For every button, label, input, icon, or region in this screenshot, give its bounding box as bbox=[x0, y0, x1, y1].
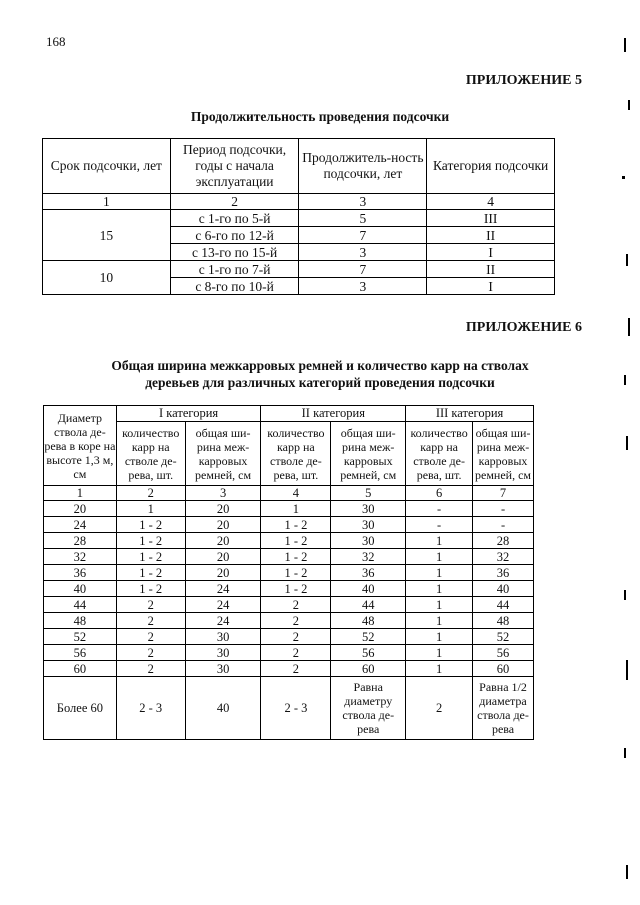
duration-table bbox=[42, 138, 555, 295]
table-cell: 1 bbox=[116, 501, 185, 517]
category-cell: III bbox=[427, 210, 555, 227]
table-cell: 1 bbox=[406, 597, 473, 613]
tapping-table-body bbox=[44, 501, 534, 677]
period-cell: с 13-го по 15-й bbox=[170, 244, 299, 261]
table-cell: 2 bbox=[116, 613, 185, 629]
period-cell: с 6-го по 12-й bbox=[170, 227, 299, 244]
table-cell: 2 - 3 bbox=[116, 677, 185, 740]
page-number: 168 bbox=[46, 34, 66, 49]
table-cell: 20 bbox=[185, 533, 261, 549]
table-cell: - bbox=[406, 501, 473, 517]
period-cell: с 1-го по 5-й bbox=[170, 210, 299, 227]
scan-mark bbox=[628, 318, 630, 336]
table-cell: 30 bbox=[185, 661, 261, 677]
subheader-width: общая ши-рина меж-карровых ремней, см bbox=[473, 422, 534, 486]
table-cell: - bbox=[406, 517, 473, 533]
table-cell: 1 - 2 bbox=[261, 581, 331, 597]
table-cell: 52 bbox=[331, 629, 406, 645]
table-row bbox=[44, 565, 534, 581]
appendix-6-label: ПРИЛОЖЕНИЕ 6 bbox=[465, 320, 582, 335]
table-cell: 48 bbox=[44, 613, 117, 629]
subheader-count: количество карр на стволе де-рева, шт. bbox=[261, 422, 331, 486]
table-cell: 1 - 2 bbox=[261, 549, 331, 565]
category-cell: II bbox=[427, 261, 555, 278]
column-numbers-row bbox=[43, 194, 555, 210]
table-cell: 30 bbox=[331, 501, 406, 517]
table-row bbox=[44, 613, 534, 629]
table-cell: 1 bbox=[406, 549, 473, 565]
column-number: 6 bbox=[406, 486, 473, 501]
table-cell: 1 bbox=[406, 629, 473, 645]
table-cell: 56 bbox=[44, 645, 117, 661]
table-cell: 32 bbox=[44, 549, 117, 565]
column-number: 4 bbox=[261, 486, 331, 501]
category-cell: I bbox=[427, 244, 555, 261]
period-cell: с 1-го по 7-й bbox=[170, 261, 299, 278]
column-number: 1 bbox=[43, 194, 171, 210]
appendix-6-title-line1: Общая ширина межкарровых ремней и количество карр на стволах bbox=[111, 358, 529, 373]
term-cell: 15 bbox=[43, 210, 171, 261]
table-row bbox=[43, 210, 555, 227]
table-row bbox=[44, 549, 534, 565]
table-cell: 2 bbox=[261, 661, 331, 677]
table-cell: 30 bbox=[331, 517, 406, 533]
table-cell: 2 bbox=[116, 597, 185, 613]
table-row bbox=[44, 517, 534, 533]
duration-cell: 7 bbox=[299, 227, 427, 244]
header-duration: Продолжитель-ность подсочки, лет bbox=[299, 139, 427, 194]
table-cell: 48 bbox=[473, 613, 534, 629]
table-cell: 2 bbox=[116, 645, 185, 661]
appendix-6-title-line2: деревьев для различных категорий проведения подсочки bbox=[145, 375, 495, 390]
appendix-5-title: Продолжительность проведения подсочки bbox=[190, 109, 450, 124]
duration-cell: 5 bbox=[299, 210, 427, 227]
header-category-1: I категория bbox=[116, 406, 261, 422]
table-cell: 56 bbox=[473, 645, 534, 661]
table-cell: 20 bbox=[185, 565, 261, 581]
table-cell: 30 bbox=[185, 629, 261, 645]
table-cell: 60 bbox=[44, 661, 117, 677]
table-cell: 40 bbox=[185, 677, 261, 740]
table-cell: 48 bbox=[331, 613, 406, 629]
table-cell: 2 bbox=[261, 597, 331, 613]
table-row bbox=[44, 677, 534, 740]
scan-mark bbox=[624, 748, 626, 758]
table-cell: 36 bbox=[331, 565, 406, 581]
table-cell: 28 bbox=[44, 533, 117, 549]
duration-table-header bbox=[43, 139, 555, 194]
table-cell: - bbox=[473, 501, 534, 517]
term-cell: 10 bbox=[43, 261, 171, 295]
duration-cell: 3 bbox=[299, 244, 427, 261]
table-cell: 2 bbox=[116, 629, 185, 645]
column-number: 2 bbox=[170, 194, 299, 210]
table-cell: 60 bbox=[473, 661, 534, 677]
table-cell: 24 bbox=[185, 581, 261, 597]
table-cell: 24 bbox=[44, 517, 117, 533]
table-cell: Равна 1/2 диаметра ствола де-рева bbox=[473, 677, 534, 740]
table-cell: 36 bbox=[473, 565, 534, 581]
column-number: 3 bbox=[299, 194, 427, 210]
subheader-width: общая ши-рина меж-карровых ремней, см bbox=[331, 422, 406, 486]
column-numbers-row bbox=[44, 486, 534, 501]
subheader-width: общая ши-рина меж-карровых ремней, см bbox=[185, 422, 261, 486]
header-category-3: III категория bbox=[406, 406, 534, 422]
header-category: Категория подсочки bbox=[427, 139, 555, 194]
table-row bbox=[44, 661, 534, 677]
table-cell: 20 bbox=[44, 501, 117, 517]
table-cell: 30 bbox=[185, 645, 261, 661]
subheader-count: количество карр на стволе де-рева, шт. bbox=[116, 422, 185, 486]
table-cell: 2 - 3 bbox=[261, 677, 331, 740]
table-cell: 1 bbox=[406, 661, 473, 677]
scan-mark bbox=[622, 176, 625, 179]
scan-mark bbox=[628, 100, 630, 110]
scan-mark bbox=[624, 38, 626, 52]
table-cell: 2 bbox=[261, 629, 331, 645]
table-cell: - bbox=[473, 517, 534, 533]
scan-mark bbox=[626, 660, 628, 680]
table-row bbox=[44, 645, 534, 661]
category-cell: I bbox=[427, 278, 555, 295]
table-row bbox=[44, 581, 534, 597]
table-cell: 1 - 2 bbox=[116, 581, 185, 597]
category-header-row bbox=[44, 406, 534, 422]
table-cell: 20 bbox=[185, 517, 261, 533]
table-cell: 60 bbox=[331, 661, 406, 677]
tapping-table bbox=[43, 405, 534, 740]
table-row bbox=[44, 533, 534, 549]
appendix-5-label: ПРИЛОЖЕНИЕ 5 bbox=[465, 73, 582, 88]
table-cell: 36 bbox=[44, 565, 117, 581]
table-cell: 20 bbox=[185, 501, 261, 517]
scan-mark bbox=[626, 865, 628, 879]
table-cell: 20 bbox=[185, 549, 261, 565]
table-cell: 44 bbox=[44, 597, 117, 613]
table-cell: 52 bbox=[473, 629, 534, 645]
table-cell: 44 bbox=[331, 597, 406, 613]
column-number: 5 bbox=[331, 486, 406, 501]
table-cell: 2 bbox=[261, 613, 331, 629]
table-cell: 40 bbox=[44, 581, 117, 597]
table-cell: 1 - 2 bbox=[261, 517, 331, 533]
table-cell: 40 bbox=[331, 581, 406, 597]
table-cell: 1 - 2 bbox=[116, 549, 185, 565]
table-cell: Более 60 bbox=[44, 677, 117, 740]
scan-mark bbox=[626, 254, 628, 266]
table-cell: 24 bbox=[185, 613, 261, 629]
subheader-count: количество карр на стволе де-рева, шт. bbox=[406, 422, 473, 486]
table-cell: 32 bbox=[473, 549, 534, 565]
table-cell: 2 bbox=[116, 661, 185, 677]
table-cell: 32 bbox=[331, 549, 406, 565]
table-cell: Равна диаметру ствола де-рева bbox=[331, 677, 406, 740]
duration-cell: 7 bbox=[299, 261, 427, 278]
table-cell: 1 bbox=[406, 533, 473, 549]
header-diameter: Диаметр ствола де-рева в коре на высоте 1,3 м, см bbox=[44, 406, 117, 486]
table-row bbox=[44, 629, 534, 645]
table-cell: 1 - 2 bbox=[116, 517, 185, 533]
scan-mark bbox=[624, 590, 626, 600]
table-cell: 40 bbox=[473, 581, 534, 597]
scan-mark bbox=[626, 436, 628, 450]
period-cell: с 8-го по 10-й bbox=[170, 278, 299, 295]
table-cell: 1 bbox=[406, 565, 473, 581]
table-cell: 24 bbox=[185, 597, 261, 613]
table-cell: 56 bbox=[331, 645, 406, 661]
table-cell: 1 - 2 bbox=[261, 533, 331, 549]
table-cell: 52 bbox=[44, 629, 117, 645]
column-number: 7 bbox=[473, 486, 534, 501]
table-cell: 1 - 2 bbox=[116, 565, 185, 581]
table-cell: 28 bbox=[473, 533, 534, 549]
table-row bbox=[44, 597, 534, 613]
header-term: Срок подсочки, лет bbox=[43, 139, 171, 194]
table-row bbox=[43, 261, 555, 278]
table-row bbox=[44, 501, 534, 517]
table-cell: 1 - 2 bbox=[116, 533, 185, 549]
table-cell: 30 bbox=[331, 533, 406, 549]
subheader-row bbox=[44, 422, 534, 486]
category-cell: II bbox=[427, 227, 555, 244]
column-number: 3 bbox=[185, 486, 261, 501]
column-number: 2 bbox=[116, 486, 185, 501]
table-cell: 1 - 2 bbox=[261, 565, 331, 581]
table-cell: 44 bbox=[473, 597, 534, 613]
header-period: Период подсочки, годы с начала эксплуатации bbox=[170, 139, 299, 194]
table-cell: 1 bbox=[406, 645, 473, 661]
header-category-2: II категория bbox=[261, 406, 406, 422]
table-cell: 1 bbox=[261, 501, 331, 517]
table-cell: 2 bbox=[261, 645, 331, 661]
table-cell: 1 bbox=[406, 581, 473, 597]
scan-mark bbox=[624, 375, 626, 385]
table-cell: 2 bbox=[406, 677, 473, 740]
duration-cell: 3 bbox=[299, 278, 427, 295]
table-cell: 1 bbox=[406, 613, 473, 629]
column-number: 1 bbox=[44, 486, 117, 501]
column-number: 4 bbox=[427, 194, 555, 210]
